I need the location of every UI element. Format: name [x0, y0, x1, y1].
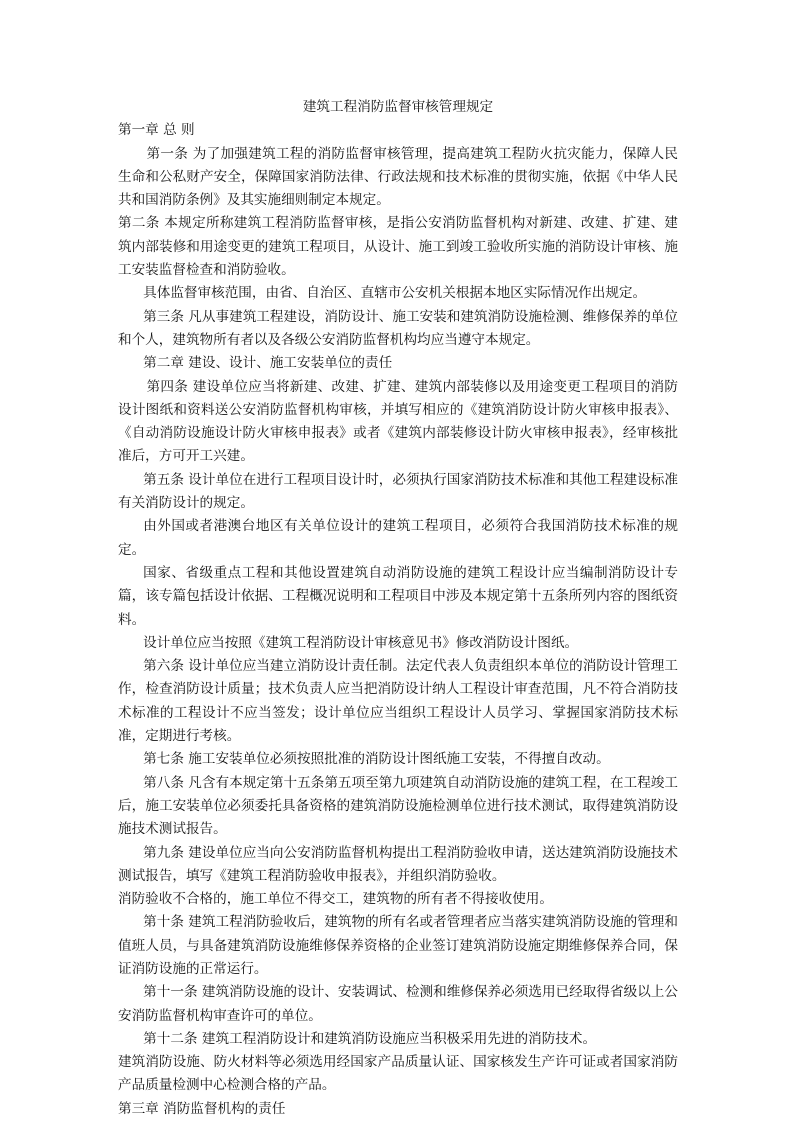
article-paragraph: 第四条 建设单位应当将新建、改建、扩建、建筑内部装修以及用途变更工程项目的消防设计图纸和资料送公安消防监督机构审核，并填写相应的《建筑消防设计防火审核申报表》、《自动消防设施设计防火审核申报表》或者《建筑内部装修设计防火审核申报表》，经审核批准后，方可开工兴建。: [118, 378, 678, 465]
article-paragraph: 第八条 凡含有本规定第十五条第五项至第九项建筑自动消防设施的建筑工程，在工程竣工后，施工安装单位必须委托具备资格的建筑消防设施检测单位进行技术测试，取得建筑消防设施技术测试报告。: [118, 774, 678, 838]
body-paragraph: 国家、省级重点工程和其他设置建筑自动消防设施的建筑工程设计应当编制消防设计专篇，该专篇包括设计依据、工程概况说明和工程项目中涉及本规定第十五条所列内容的图纸资料。: [118, 564, 678, 628]
article-paragraph: 第六条 设计单位应当建立消防设计责任制。法定代表人负责组织本单位的消防设计管理工作，检查消防设计质量；技术负责人应当把消防设计纳人工程设计审查范围，凡不符合消防技术标准的工程设计不应当签发；设计单位应当组织工程设计人员学习、掌握国家消防技术标准，定期进行考核。: [118, 658, 678, 745]
article-paragraph: 第二条 本规定所称建筑工程消防监督审核，是指公安消防监督机构对新建、改建、扩建、建筑内部装修和用途变更的建筑工程项目，从设计、施工到竣工验收所实施的消防设计审核、施工安装监督检查和消防验收。: [118, 215, 678, 279]
article-paragraph: 第七条 施工安装单位必须按照批准的消防设计图纸施工安装，不得擅自改动。: [143, 751, 610, 768]
body-paragraph: 设计单位应当按照《建筑工程消防设计审核意见书》修改消防设计图纸。: [143, 634, 579, 651]
body-paragraph: 具体监督审核范围，由省、自治区、直辖市公安机关根据本地区实际情况作出规定。: [143, 285, 647, 302]
chapter-heading: 第一章 总 则: [118, 122, 195, 139]
body-paragraph: 建筑消防设施、防火材料等必须选用经国家产品质量认证、国家核发生产许可证或者国家消防产品质量检测中心检测合格的产品。: [118, 1054, 678, 1094]
article-paragraph: 第九条 建设单位应当向公安消防监督机构提出工程消防验收申请，送达建筑消防设施技术测试报告，填写《建筑工程消防验收申报表》，并组织消防验收。: [118, 844, 678, 884]
document-page: [118, 96, 678, 1121]
body-paragraph: 由外国或者港澳台地区有关单位设计的建筑工程项目，必须符合我国消防技术标准的规定。: [118, 518, 678, 558]
body-paragraph: 消防验收不合格的，施工单位不得交工，建筑物的所有者不得接收使用。: [118, 891, 553, 908]
article-paragraph: 第五条 设计单位在进行工程项目设计时，必须执行国家消防技术标准和其他工程建设标准有关消防设计的规定。: [118, 471, 678, 512]
article-paragraph: 第十条 建筑工程消防验收后，建筑物的所有名或者管理者应当落实建筑消防设施的管理和值班人员，与具备建筑消防设施维修保养资格的企业签订建筑消防设施定期维修保养合同，保证消防设施的正常运行。: [118, 914, 678, 977]
article-paragraph: 第十二条 建筑工程消防设计和建筑消防设施应当积极采用先进的消防技术。: [143, 1030, 597, 1047]
chapter-heading: 第三章 消防监督机构的责任: [118, 1100, 286, 1117]
article-paragraph: 第十一条 建筑消防设施的设计、安装调试、检测和维修保养必须选用已经取得省级以上公安消防监督机构审查许可的单位。: [118, 984, 678, 1024]
document-title: 建筑工程消防监督审核管理规定: [302, 99, 494, 115]
article-paragraph: 第一条 为了加强建筑工程的消防监督审核管理，提高建筑工程防火抗灾能力，保障人民生命和公私财产安全，保障国家消防法律、行政法规和技术标准的贯彻实施，依据《中华人民共和国消防条例》及其实施细则制定本规定。: [118, 145, 678, 209]
article-paragraph: 第三条 凡从事建筑工程建设，消防设计、施工安装和建筑消防设施检测、维修保养的单位和个人，建筑物所有者以及各级公安消防监督机构均应当遵守本规定。: [118, 308, 678, 348]
chapter-heading: 第二章 建设、设计、施工安装单位的责任: [143, 355, 393, 372]
